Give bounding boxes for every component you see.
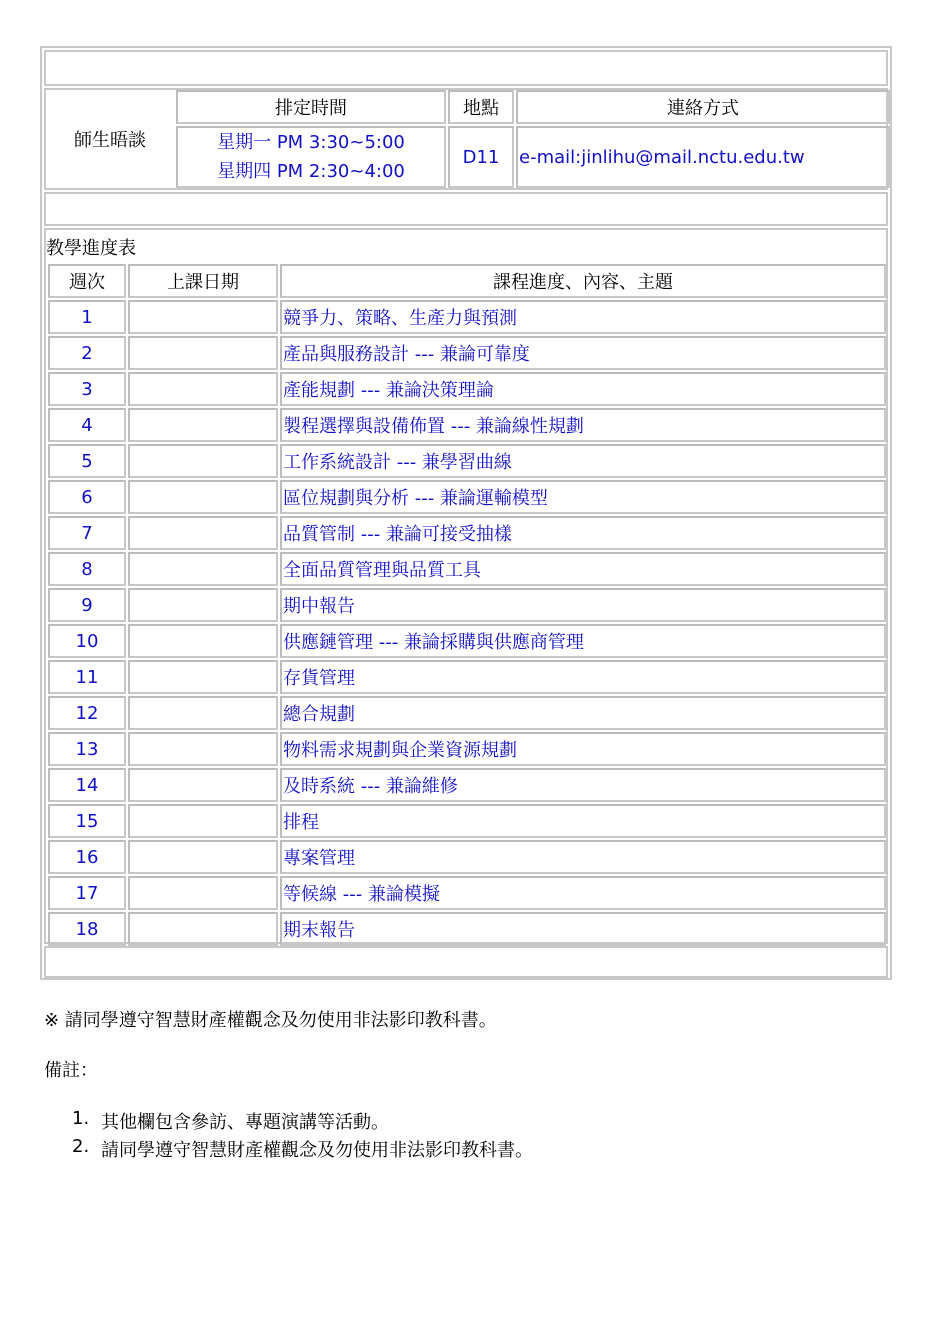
week-number-cell [48,876,126,910]
topic-cell [280,804,886,838]
week-number: 12 [75,702,99,724]
topic-cell [280,876,886,910]
method-header: 連絡方式 [667,98,739,119]
topic: 排程 [283,812,319,833]
week-number: 10 [75,630,99,652]
topic: 競爭力、策略、生產力與預測 [283,308,517,329]
week-header-cell [48,264,126,298]
week-number: 2 [81,342,93,364]
topic-cell [280,444,886,478]
class-date-cell [128,696,278,730]
week-number-cell [48,732,126,766]
time-slot-1: 星期一 PM 3:30~5:00 [217,132,405,153]
class-date-cell [128,480,278,514]
course-info-table [40,46,892,980]
week-number: 4 [81,414,93,436]
topic: 產能規劃 --- 兼論決策理論 [283,380,494,401]
class-date-cell [128,516,278,550]
topic: 區位規劃與分析 --- 兼論運輸模型 [283,488,548,509]
class-date-cell [128,588,278,622]
copyright-notice: ※ 請同學遵守智慧財產權觀念及勿使用非法影印教科書。 [44,1010,497,1031]
week-number: 17 [75,882,99,904]
topic: 等候線 --- 兼論模擬 [283,884,440,905]
schedule-section [44,228,888,944]
contact-section [44,88,888,190]
class-date-cell [128,408,278,442]
topic: 供應鏈管理 --- 兼論採購與供應商管理 [283,632,584,653]
date-header: 上課日期 [167,272,239,293]
place-value: D11 [462,146,500,168]
topic-cell [280,372,886,406]
week-number: 14 [75,774,99,796]
topic: 製程選擇與設備佈置 --- 兼論線性規劃 [283,416,584,437]
week-number: 16 [75,846,99,868]
contact-label: 師生晤談 [74,130,146,151]
content-header: 課程進度、內容、主題 [493,272,673,293]
week-number-cell [48,912,126,946]
week-number: 9 [81,594,93,616]
empty-band-middle [44,192,888,226]
topic: 期末報告 [283,920,355,941]
topic-cell [280,840,886,874]
topic-cell [280,300,886,334]
topic: 品質管制 --- 兼論可接受抽樣 [283,524,512,545]
topic-cell [280,912,886,946]
class-date-cell [128,732,278,766]
topic: 產品與服務設計 --- 兼論可靠度 [283,344,530,365]
empty-band-top [44,50,888,86]
time-header-cell [176,90,446,124]
topic-cell [280,552,886,586]
week-number: 11 [75,666,99,688]
topic-cell [280,732,886,766]
week-number-cell [48,408,126,442]
remark-item-2: 請同學遵守智慧財產權觀念及勿使用非法影印教科書。 [101,1140,533,1161]
class-date-cell [128,660,278,694]
week-number: 8 [81,558,93,580]
topic-cell [280,588,886,622]
topic: 存貨管理 [283,668,355,689]
place-value-cell [448,126,514,188]
topic: 總合規劃 [283,704,355,725]
remark-marker-1: 1. [72,1108,90,1129]
week-number: 6 [81,486,93,508]
empty-band-bottom [44,946,888,978]
place-header: 地點 [463,98,499,119]
method-header-cell [516,90,890,124]
week-number: 18 [75,918,99,940]
class-date-cell [128,840,278,874]
class-date-cell [128,876,278,910]
contact-label-cell [46,90,174,188]
class-date-cell [128,372,278,406]
email-contact: e-mail:jinlihu@mail.nctu.edu.tw [519,146,805,168]
time-header: 排定時間 [275,98,347,119]
week-number-cell [48,588,126,622]
date-header-cell [128,264,278,298]
week-number: 5 [81,450,93,472]
week-number: 3 [81,378,93,400]
topic: 物料需求規劃與企業資源規劃 [283,740,517,761]
week-number: 7 [81,522,93,544]
class-date-cell [128,552,278,586]
week-number-cell [48,696,126,730]
remark-marker-2: 2. [72,1136,90,1157]
class-date-cell [128,444,278,478]
week-number-cell [48,840,126,874]
week-number-cell [48,444,126,478]
topic-cell [280,480,886,514]
topic: 期中報告 [283,596,355,617]
place-header-cell [448,90,514,124]
class-date-cell [128,768,278,802]
class-date-cell [128,336,278,370]
topic-cell [280,336,886,370]
method-value-cell [516,126,890,188]
week-number-cell [48,372,126,406]
remarks-label: 備註： [44,1060,98,1081]
time-values-cell [176,126,446,188]
topic-cell [280,768,886,802]
week-number: 13 [75,738,99,760]
class-date-cell [128,804,278,838]
week-number-cell [48,480,126,514]
topic-cell [280,516,886,550]
class-date-cell [128,912,278,946]
topic-cell [280,624,886,658]
topic: 及時系統 --- 兼論維修 [283,776,458,797]
week-number-cell [48,804,126,838]
topic: 工作系統設計 --- 兼學習曲線 [283,452,512,473]
week-header: 週次 [69,272,105,293]
week-number-cell [48,768,126,802]
week-number: 15 [75,810,99,832]
topic: 全面品質管理與品質工具 [283,560,481,581]
class-date-cell [128,624,278,658]
week-number-cell [48,336,126,370]
week-number-cell [48,624,126,658]
topic-cell [280,660,886,694]
week-number-cell [48,660,126,694]
content-header-cell [280,264,886,298]
topic-cell [280,408,886,442]
schedule-title: 教學進度表 [46,238,136,259]
topic: 專案管理 [283,848,355,869]
week-number-cell [48,300,126,334]
time-slot-2: 星期四 PM 2:30~4:00 [217,161,405,182]
week-number-cell [48,552,126,586]
week-number-cell [48,516,126,550]
remark-item-1: 其他欄包含參訪、專題演講等活動。 [101,1112,389,1133]
class-date-cell [128,300,278,334]
week-number: 1 [81,306,93,328]
topic-cell [280,696,886,730]
